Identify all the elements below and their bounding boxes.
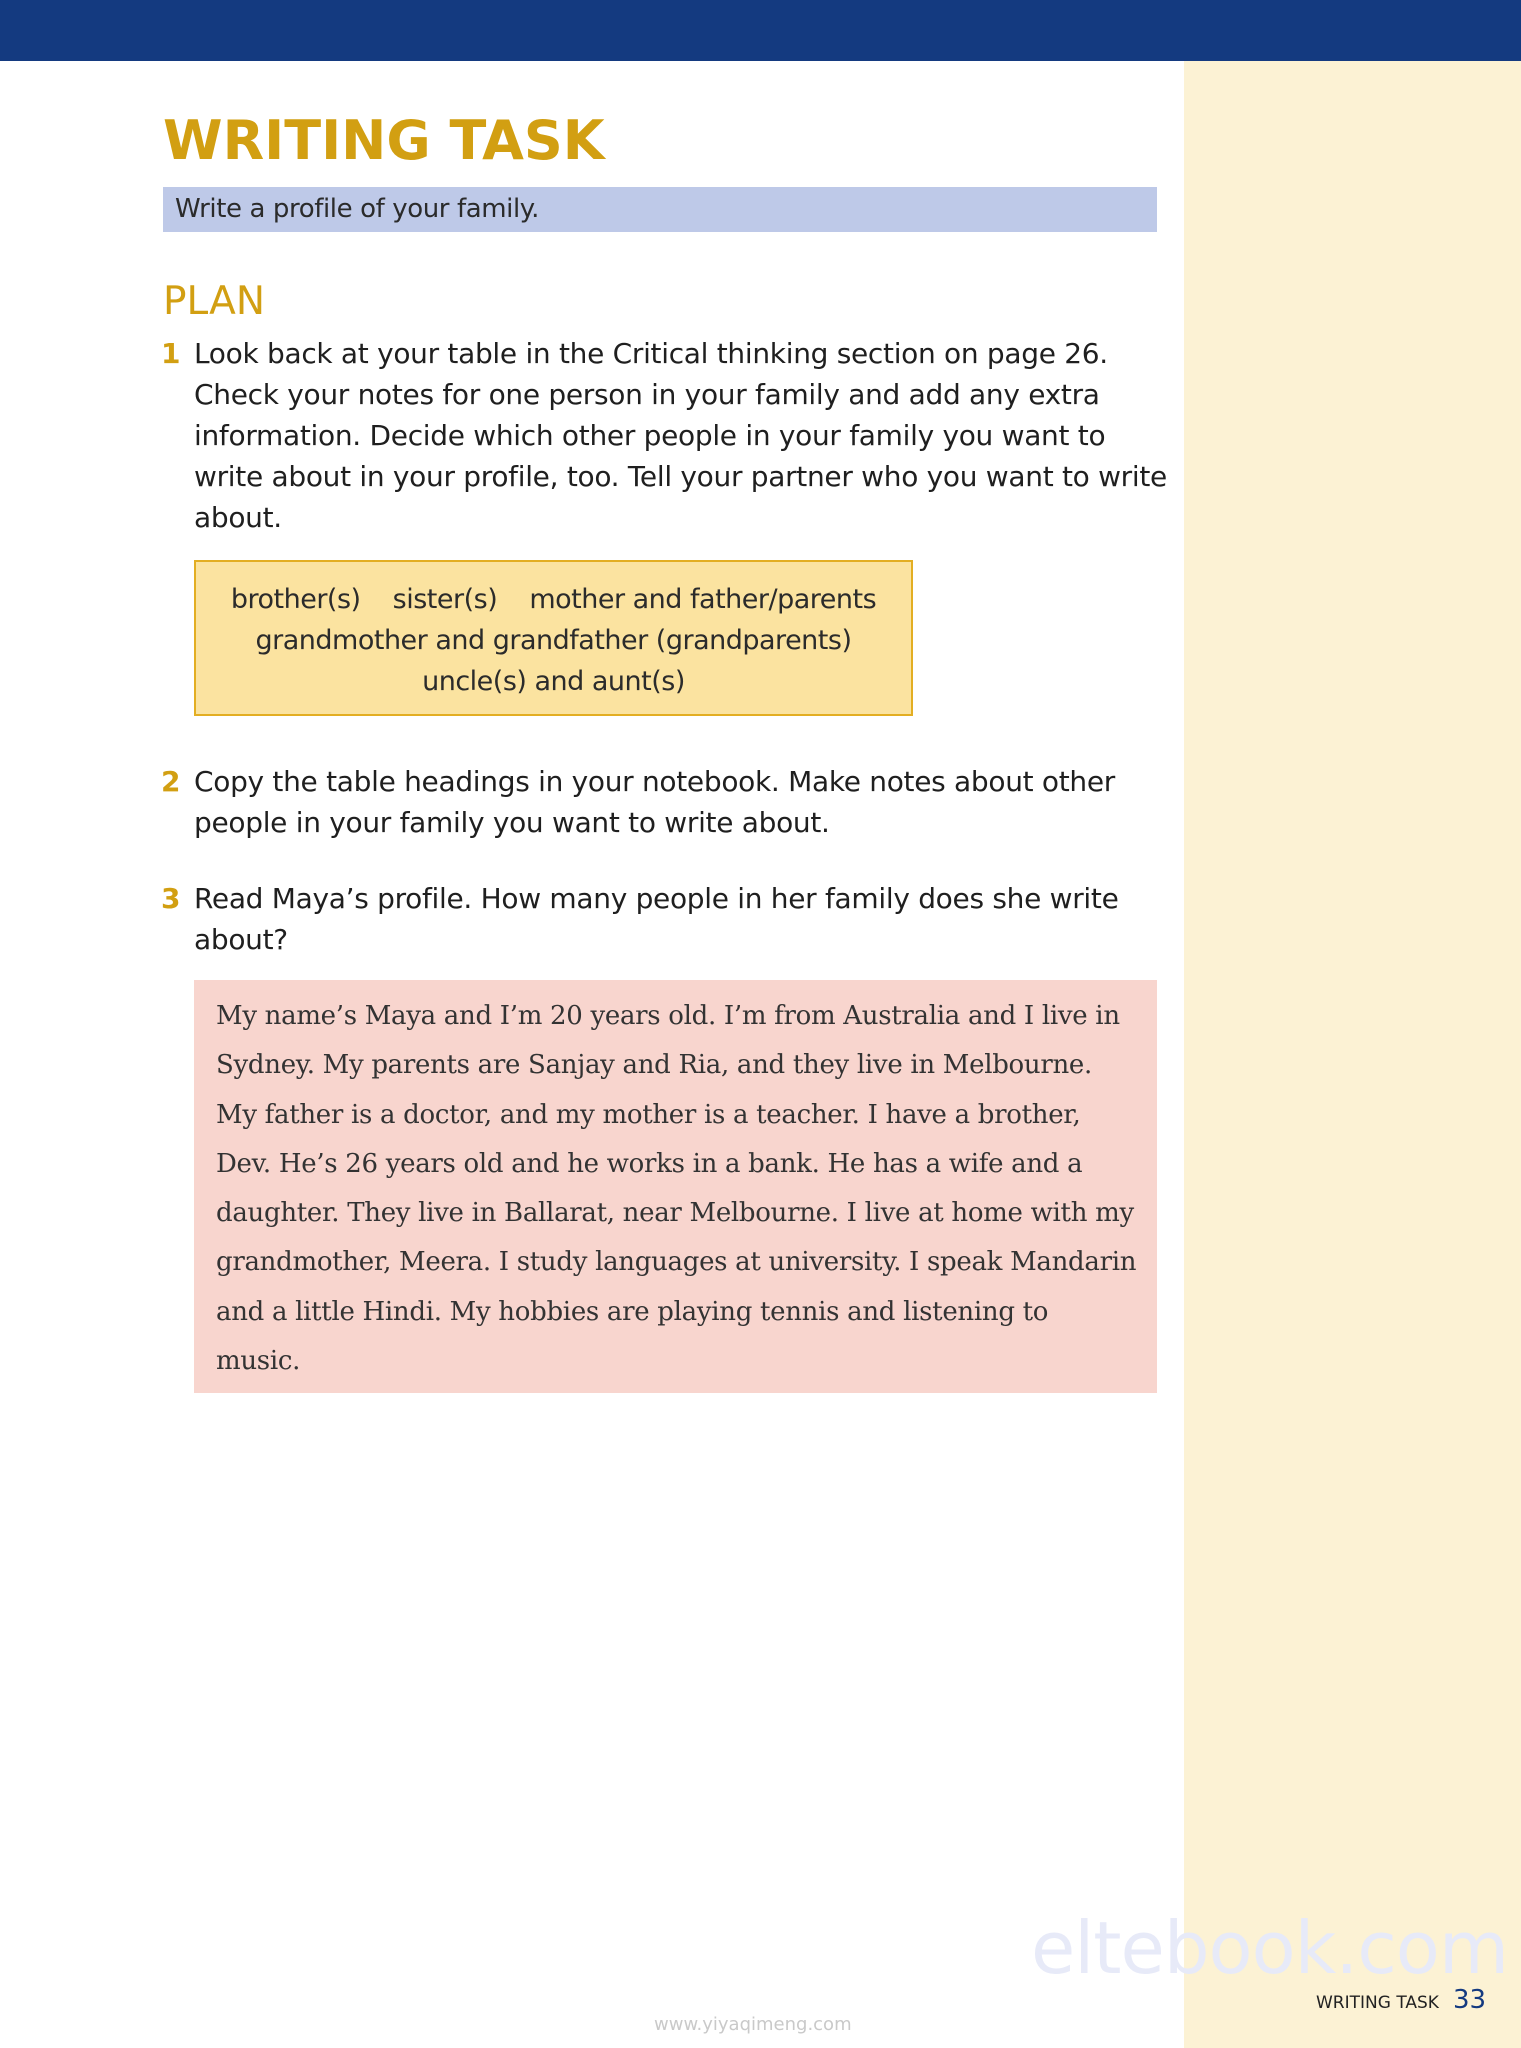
- item-number: 1: [161, 337, 181, 370]
- word-box: [194, 560, 913, 716]
- plan-heading: PLAN: [163, 279, 265, 324]
- site-credit: www.yiyaqimeng.com: [654, 2014, 852, 2035]
- item-number: 3: [161, 882, 181, 915]
- footer-section-label: WRITING TASK: [1316, 1993, 1439, 2013]
- item-text: Look back at your table in the Critical thinking section on page 26. Check your notes for one person in your family and add any extra information. Decide which other people in your family you want to write about in your profile, too. Tell your partner who you want to write about.: [194, 337, 1167, 534]
- item-number: 2: [161, 765, 181, 798]
- word-sisters: sister(s): [392, 584, 498, 615]
- profile-text-box: [194, 980, 1157, 1393]
- profile-text: My name’s Maya and I’m 20 years old. I’m from Australia and I live in Sydney. My parents are Sanjay and Ria, and they live in Melbourne. My father is a doctor, and my mother is a teacher. I have a brother, Dev. He’s 26 years old and he works in a bank. He has a wife and a daughter. They live in Ballarat, near Melbourne. I live at home with my grandmother, Meera. I study languages at university. I speak Mandarin and a little Hindi. My hobbies are playing tennis and listening to music.: [216, 1001, 1137, 1377]
- page-number: 33: [1453, 1985, 1487, 2015]
- word-grandparents: grandmother and grandfather (grandparents): [255, 625, 852, 656]
- page-title: WRITING TASK: [163, 109, 605, 172]
- side-panel: [1184, 61, 1521, 2048]
- word-uncles-aunts: uncle(s) and aunt(s): [422, 666, 685, 697]
- item-text: Copy the table headings in your notebook. Make notes about other people in your family you want to write about.: [194, 765, 1116, 839]
- word-brothers: brother(s): [230, 584, 361, 615]
- item-text: Read Maya’s profile. How many people in her family does she write about?: [194, 882, 1119, 956]
- task-instruction: Write a profile of your family.: [163, 187, 1157, 232]
- header-bar: [0, 0, 1521, 61]
- watermark: eltebook.com: [1031, 1906, 1508, 1990]
- word-parents: mother and father/parents: [529, 584, 877, 615]
